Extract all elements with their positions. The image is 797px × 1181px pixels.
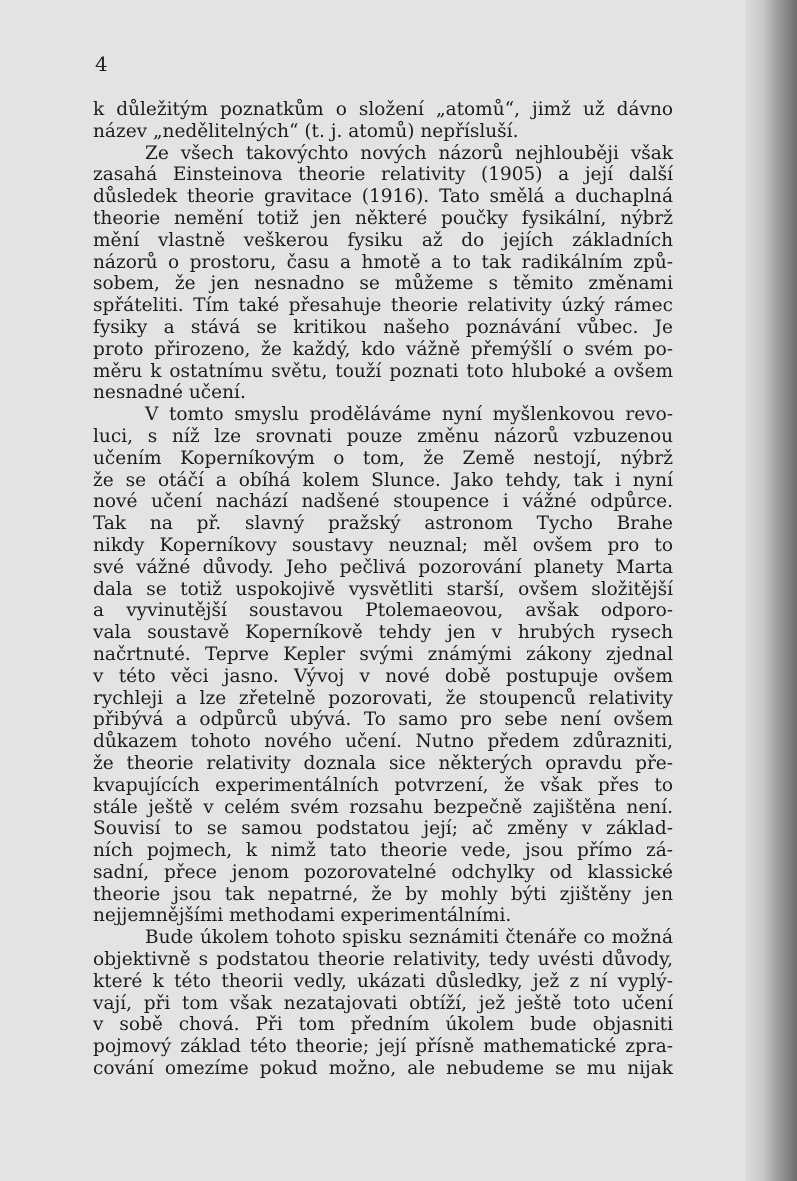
text-line: rychleji a lze zřetelně pozorovati, že stoupenců relativity — [93, 687, 673, 709]
text-line: theorie nemění totiž jen některé poučky fysikální, nýbrž — [93, 207, 673, 229]
text-line: názorů o prostoru, času a hmotě a to tak radikálním způ- — [93, 251, 673, 273]
text-line: ních pojmech, k nimž tato theorie vede, jsou přímo zá- — [93, 840, 673, 862]
text-line: k důležitým poznatkům o složení „atomů“, jimž už dávno — [93, 99, 673, 120]
text-line: nikdy Koperníkovy soustavy neuznal; měl ovšem pro to — [93, 534, 673, 556]
text-line: V tomto smyslu proděláváme nyní myšlenkovou revo- — [145, 404, 673, 426]
text-line: Ze všech takovýchto nových názorů nejhlouběji však — [145, 142, 673, 164]
text-line: důsledek theorie gravitace (1916). Tato smělá a duchaplná — [93, 186, 673, 208]
text-line: přibývá a odpůrců ubývá. To samo pro sebe není ovšem — [93, 709, 673, 731]
text-line: stále ještě v celém svém rozsahu bezpečně zajištěna není. — [93, 796, 673, 818]
text-line: Souvisí to se samou podstatou její; ač změny v základ- — [93, 818, 673, 840]
text-line: fysiky a stává se kritikou našeho poznávání vůbec. Je — [93, 316, 673, 338]
text-line: nesnadné učení. — [93, 382, 246, 404]
text-line: nejjemnějšími methodami experimentálními. — [93, 905, 512, 927]
text-line: v sobě chová. Při tom předním úkolem bude objasniti — [93, 1014, 673, 1036]
text-line: že se otáčí a obíhá kolem Slunce. Jako tehdy, tak i nyní — [93, 469, 673, 491]
text-line: název „nedělitelných“ (t. j. atomů) nepřísluší. — [93, 120, 519, 142]
text-line: vala soustavě Koperníkově tehdy jen v hrubých rysech — [93, 622, 673, 644]
text-line: objektivně s podstatou theorie relativity, tedy uvésti důvody, — [93, 949, 673, 971]
page-number: 4 — [95, 52, 108, 76]
text-line: cování omezíme pokud možno, ale nebudeme se mu nijak — [93, 1058, 673, 1080]
text-line: a vyvinutější soustavou Ptolemaeovou, avšak odporo- — [93, 600, 673, 622]
text-line: kvapujících experimentálních potvrzení, že však přes to — [93, 774, 673, 796]
text-line: pojmový základ této theorie; její přísně mathematické zpra- — [93, 1036, 673, 1058]
text-line: mění vlastně veškerou fysiku až do jejích základních — [93, 229, 673, 251]
text-line: své vážné důvody. Jeho pečlivá pozorování planety Marta — [93, 556, 673, 578]
text-line: důkazem tohoto nového učení. Nutno předem zdůrazniti, — [93, 731, 673, 753]
text-line: spřáteliti. Tím také přesahuje theorie relativity úzký rámec — [93, 295, 673, 317]
text-line: měru k ostatnímu světu, touží poznati toto hluboké a ovšem — [93, 360, 673, 382]
text-line: theorie jsou tak nepatrné, že by mohly býti zjištěny jen — [93, 883, 673, 905]
text-line: luci, s níž lze srovnati pouze změnu názorů vzbuzenou — [93, 425, 673, 447]
text-line: proto přirozeno, že každý, kdo vážně přemýšlí o svém po- — [93, 338, 673, 360]
text-line: Bude úkolem tohoto spisku seznámiti čtenáře co možná — [145, 927, 673, 949]
text-line: načrtnuté. Teprve Kepler svými známými zákony zjednal — [93, 643, 673, 665]
text-line: sobem, že jen nesnadno se můžeme s těmito změnami — [93, 273, 673, 295]
text-line: v této věci jasno. Vývoj v nové době postupuje ovšem — [93, 665, 673, 687]
text-line: učením Koperníkovým o tom, že Země nestojí, nýbrž — [93, 447, 673, 469]
text-line: dala se totiž uspokojivě vysvětliti starší, ovšem složitější — [93, 578, 673, 600]
text-line: že theorie relativity doznala sice některých opravdu pře- — [93, 752, 673, 774]
body-text — [93, 99, 673, 1080]
text-line: nové učení nachází nadšené stoupence i vážné odpůrce. — [93, 491, 673, 513]
text-line: sadní, přece jenom pozorovatelné odchylky od klassické — [93, 861, 673, 883]
text-line: Tak na př. slavný pražský astronom Tycho Brahe — [93, 513, 673, 535]
page-binding-edge — [745, 0, 797, 1181]
text-line: které k této theorii vedly, ukázati důsledky, jež z ní vyplý- — [93, 970, 673, 992]
text-line: vají, při tom však nezatajovati obtíží, jež ještě toto učení — [93, 992, 673, 1014]
text-line: zasahá Einsteinova theorie relativity (1905) a její další — [93, 164, 673, 186]
